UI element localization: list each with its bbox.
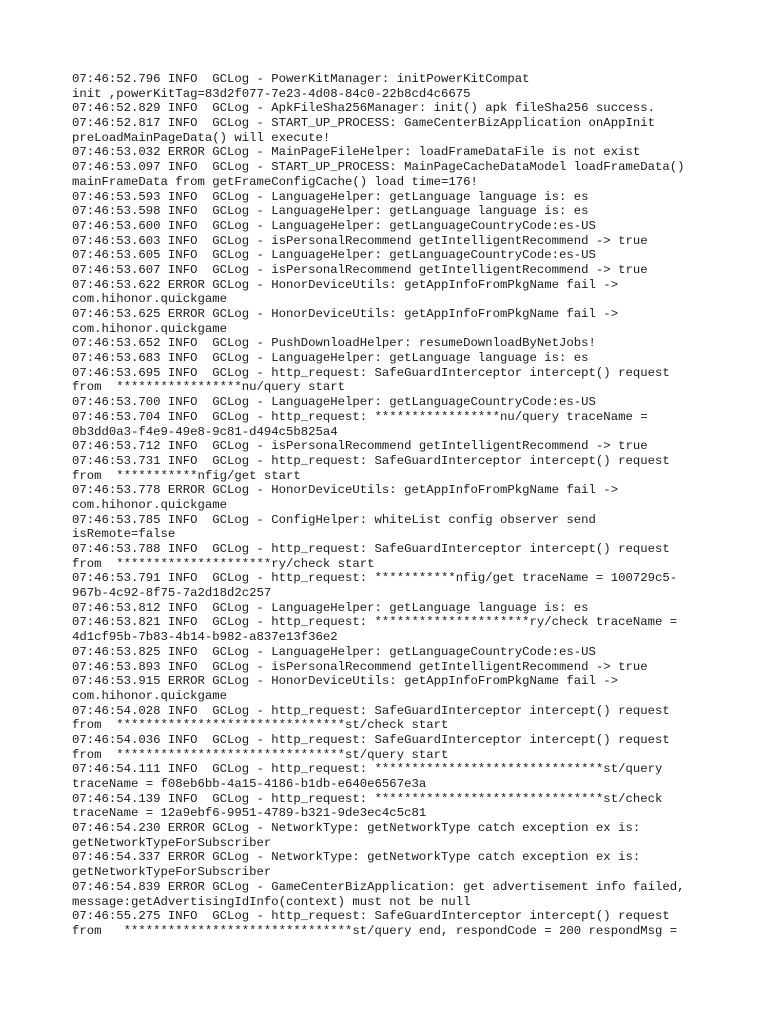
log-line: isRemote=false xyxy=(72,527,176,542)
log-line: 07:46:53.605 INFO GCLog - LanguageHelper: getLanguageCountryCode:es-US xyxy=(72,248,596,263)
log-line: traceName = f08eb6bb-4a15-4186-b1db-e640e6567e3a xyxy=(72,777,427,791)
log-line: from *****************nu/query start xyxy=(72,380,346,395)
log-text-body xyxy=(72,72,712,939)
log-line: 07:46:53.788 INFO GCLog - http_request: SafeGuardInterceptor intercept() request xyxy=(72,542,670,556)
log-line: 07:46:53.593 INFO GCLog - LanguageHelper: getLanguage language is: es xyxy=(72,189,589,204)
log-line: 07:46:52.796 INFO GCLog - PowerKitManager: initPowerKitCompat xyxy=(72,72,530,86)
log-line: 07:46:53.625 ERROR GCLog - HonorDeviceUtils: getAppInfoFromPkgName fail -> xyxy=(72,307,619,321)
log-line: from *******************************st/query start xyxy=(72,747,449,762)
log-line: 07:46:53.695 INFO GCLog - http_request: SafeGuardInterceptor intercept() request xyxy=(72,365,670,380)
log-line: 07:46:53.893 INFO GCLog - isPersonalRecommend getIntelligentRecommend -> true xyxy=(72,659,648,674)
log-line: 07:46:55.275 INFO GCLog - http_request: SafeGuardInterceptor intercept() request xyxy=(72,909,670,924)
log-line: 07:46:54.028 INFO GCLog - http_request: SafeGuardInterceptor intercept() request xyxy=(72,703,670,718)
log-line: 07:46:53.600 INFO GCLog - LanguageHelper: getLanguageCountryCode:es-US xyxy=(72,218,596,233)
log-line: 07:46:53.603 INFO GCLog - isPersonalRecommend getIntelligentRecommend -> true xyxy=(72,233,648,248)
log-line: 967b-4c92-8f75-7a2d18d2c257 xyxy=(72,586,272,601)
log-line: 07:46:53.821 INFO GCLog - http_request: *********************ry/check traceName = xyxy=(72,615,678,630)
log-line: getNetworkTypeForSubscriber xyxy=(72,865,272,880)
log-line: from *******************************st/query end, respondCode = 200 respondMsg = xyxy=(72,923,678,938)
log-line: com.hihonor.quickgame xyxy=(72,321,227,336)
log-line: 07:46:52.829 INFO GCLog - ApkFileSha256Manager: init() apk fileSha256 success. xyxy=(72,101,655,116)
log-line: 07:46:53.812 INFO GCLog - LanguageHelper: getLanguage language is: es xyxy=(72,600,589,615)
log-line: 07:46:53.607 INFO GCLog - isPersonalRecommend getIntelligentRecommend -> true xyxy=(72,262,648,277)
log-line: 07:46:53.032 ERROR GCLog - MainPageFileHelper: loadFrameDataFile is not exist xyxy=(72,145,641,160)
log-line: 07:46:53.791 INFO GCLog - http_request: ***********nfig/get traceName = 100729c5- xyxy=(72,571,678,586)
log-line: com.hihonor.quickgame xyxy=(72,292,227,307)
log-line: message:getAdvertisingIdInfo(context) must not be null xyxy=(72,894,471,909)
log-line: 07:46:53.622 ERROR GCLog - HonorDeviceUtils: getAppInfoFromPkgName fail -> xyxy=(72,277,619,292)
log-line: 07:46:53.652 INFO GCLog - PushDownloadHelper: resumeDownloadByNetJobs! xyxy=(72,336,596,351)
log-line: from *********************ry/check start xyxy=(72,556,375,571)
log-line: 07:46:53.683 INFO GCLog - LanguageHelper: getLanguage language is: es xyxy=(72,351,589,366)
log-line: 07:46:53.731 INFO GCLog - http_request: SafeGuardInterceptor intercept() request xyxy=(72,453,670,468)
log-line: traceName = 12a9ebf6-9951-4789-b321-9de3ec4c5c81 xyxy=(72,806,427,821)
log-line: 4d1cf95b-7b83-4b14-b982-a837e13f36e2 xyxy=(72,630,338,645)
log-line: com.hihonor.quickgame xyxy=(72,688,227,703)
log-line: mainFrameData from getFrameConfigCache() load time=176! xyxy=(72,174,478,189)
log-line: 07:46:53.598 INFO GCLog - LanguageHelper: getLanguage language is: es xyxy=(72,204,589,219)
log-line: 07:46:53.778 ERROR GCLog - HonorDeviceUtils: getAppInfoFromPkgName fail -> xyxy=(72,483,619,498)
log-line: 07:46:54.111 INFO GCLog - http_request: *******************************st/query xyxy=(72,762,663,777)
log-line: 0b3dd0a3-f4e9-49e8-9c81-d494c5b825a4 xyxy=(72,424,338,439)
log-line: 07:46:54.230 ERROR GCLog - NetworkType: getNetworkType catch exception ex is: xyxy=(72,821,641,836)
log-line: 07:46:53.704 INFO GCLog - http_request: *****************nu/query traceName = xyxy=(72,409,648,424)
log-line: 07:46:53.700 INFO GCLog - LanguageHelper: getLanguageCountryCode:es-US xyxy=(72,395,596,410)
log-line: 07:46:54.036 INFO GCLog - http_request: SafeGuardInterceptor intercept() request xyxy=(72,732,670,747)
log-line: preLoadMainPageData() will execute! xyxy=(72,130,331,145)
log-line: com.hihonor.quickgame xyxy=(72,497,227,512)
log-line: 07:46:53.097 INFO GCLog - START_UP_PROCESS: MainPageCacheDataModel loadFrameData() xyxy=(72,160,685,175)
log-line: 07:46:54.337 ERROR GCLog - NetworkType: getNetworkType catch exception ex is: xyxy=(72,850,641,865)
log-line: 07:46:53.712 INFO GCLog - isPersonalRecommend getIntelligentRecommend -> true xyxy=(72,439,648,454)
log-line: 07:46:53.825 INFO GCLog - LanguageHelper: getLanguageCountryCode:es-US xyxy=(72,644,596,659)
log-line: 07:46:54.839 ERROR GCLog - GameCenterBizApplication: get advertisement info failed, xyxy=(72,879,685,894)
log-line: 07:46:52.817 INFO GCLog - START_UP_PROCESS: GameCenterBizApplication onAppInit xyxy=(72,116,655,131)
log-line: getNetworkTypeForSubscriber xyxy=(72,835,272,850)
log-line: 07:46:53.785 INFO GCLog - ConfigHelper: whiteList config observer send xyxy=(72,512,596,527)
log-line: 07:46:54.139 INFO GCLog - http_request: *******************************st/check xyxy=(72,791,663,806)
log-line: from *******************************st/check start xyxy=(72,718,449,733)
log-line: from ***********nfig/get start xyxy=(72,468,301,483)
log-line: 07:46:53.915 ERROR GCLog - HonorDeviceUtils: getAppInfoFromPkgName fail -> xyxy=(72,674,619,689)
log-line: init ,powerKitTag=83d2f077-7e23-4d08-84c0-22b8cd4c6675 xyxy=(72,86,471,101)
